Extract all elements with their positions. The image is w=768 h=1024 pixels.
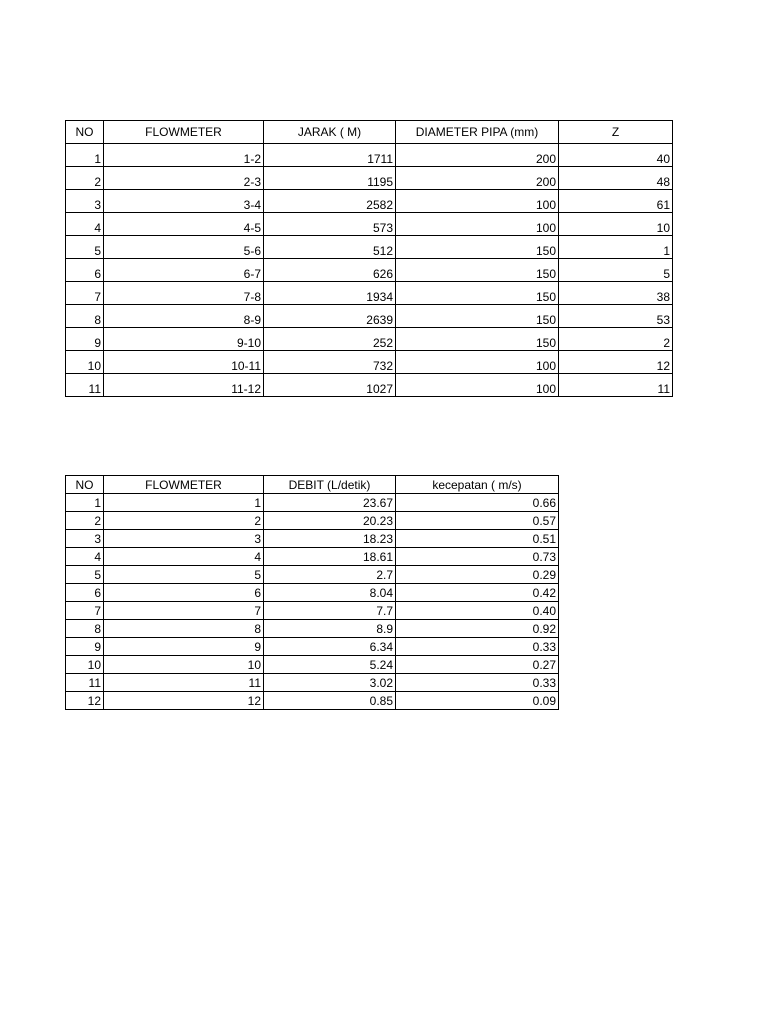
cell-z: 53 — [559, 305, 673, 328]
cell-debit: 20.23 — [264, 512, 396, 530]
table-row — [66, 548, 559, 566]
cell-no: 10 — [66, 351, 104, 374]
table-row — [66, 602, 559, 620]
cell-flowmeter: 4 — [104, 548, 264, 566]
header-z: Z — [559, 121, 673, 144]
table-row — [66, 259, 673, 282]
header-diameter-pipa: DIAMETER PIPA (mm) — [396, 121, 559, 144]
cell-no: 3 — [66, 530, 104, 548]
cell-jarak: 1195 — [264, 167, 396, 190]
cell-no: 11 — [66, 374, 104, 397]
pipe-distance-table — [65, 120, 673, 397]
header-flowmeter: FLOWMETER — [104, 476, 264, 494]
table-row — [66, 305, 673, 328]
cell-jarak: 1934 — [264, 282, 396, 305]
cell-debit: 2.7 — [264, 566, 396, 584]
cell-diameter: 150 — [396, 259, 559, 282]
cell-debit: 7.7 — [264, 602, 396, 620]
cell-debit: 8.9 — [264, 620, 396, 638]
cell-z: 2 — [559, 328, 673, 351]
header-row — [66, 476, 559, 494]
cell-flowmeter: 12 — [104, 692, 264, 710]
header-no: NO — [66, 476, 104, 494]
cell-flowmeter: 9-10 — [104, 328, 264, 351]
cell-flowmeter: 1-2 — [104, 144, 264, 167]
table-row — [66, 620, 559, 638]
cell-jarak: 2639 — [264, 305, 396, 328]
cell-jarak: 573 — [264, 213, 396, 236]
cell-diameter: 100 — [396, 351, 559, 374]
cell-no: 11 — [66, 674, 104, 692]
cell-kecepatan: 0.51 — [396, 530, 559, 548]
cell-jarak: 626 — [264, 259, 396, 282]
cell-kecepatan: 0.42 — [396, 584, 559, 602]
cell-flowmeter: 9 — [104, 638, 264, 656]
cell-jarak: 1711 — [264, 144, 396, 167]
cell-no: 5 — [66, 566, 104, 584]
cell-diameter: 200 — [396, 144, 559, 167]
cell-kecepatan: 0.33 — [396, 638, 559, 656]
cell-no: 3 — [66, 190, 104, 213]
table-row — [66, 282, 673, 305]
cell-z: 1 — [559, 236, 673, 259]
cell-z: 40 — [559, 144, 673, 167]
cell-diameter: 150 — [396, 236, 559, 259]
cell-debit: 18.61 — [264, 548, 396, 566]
cell-no: 5 — [66, 236, 104, 259]
cell-z: 38 — [559, 282, 673, 305]
cell-flowmeter: 10-11 — [104, 351, 264, 374]
cell-jarak: 1027 — [264, 374, 396, 397]
cell-z: 12 — [559, 351, 673, 374]
table-row — [66, 674, 559, 692]
cell-no: 8 — [66, 620, 104, 638]
table-row — [66, 512, 559, 530]
cell-flowmeter: 5-6 — [104, 236, 264, 259]
cell-no: 2 — [66, 512, 104, 530]
cell-flowmeter: 3 — [104, 530, 264, 548]
header-kecepatan: kecepatan ( m/s) — [396, 476, 559, 494]
cell-diameter: 150 — [396, 305, 559, 328]
cell-kecepatan: 0.29 — [396, 566, 559, 584]
cell-debit: 8.04 — [264, 584, 396, 602]
table-row — [66, 638, 559, 656]
cell-debit: 23.67 — [264, 494, 396, 512]
cell-kecepatan: 0.09 — [396, 692, 559, 710]
cell-kecepatan: 0.57 — [396, 512, 559, 530]
cell-no: 9 — [66, 638, 104, 656]
cell-debit: 6.34 — [264, 638, 396, 656]
table-row — [66, 144, 673, 167]
cell-flowmeter: 8 — [104, 620, 264, 638]
table-row — [66, 566, 559, 584]
cell-flowmeter: 8-9 — [104, 305, 264, 328]
header-row — [66, 121, 673, 144]
table-row — [66, 656, 559, 674]
cell-flowmeter: 3-4 — [104, 190, 264, 213]
cell-diameter: 150 — [396, 282, 559, 305]
table-row — [66, 374, 673, 397]
cell-z: 10 — [559, 213, 673, 236]
table-row — [66, 584, 559, 602]
cell-kecepatan: 0.27 — [396, 656, 559, 674]
cell-no: 1 — [66, 494, 104, 512]
cell-jarak: 512 — [264, 236, 396, 259]
cell-jarak: 732 — [264, 351, 396, 374]
cell-no: 8 — [66, 305, 104, 328]
cell-kecepatan: 0.66 — [396, 494, 559, 512]
cell-diameter: 200 — [396, 167, 559, 190]
table-row — [66, 351, 673, 374]
cell-no: 10 — [66, 656, 104, 674]
cell-no: 7 — [66, 602, 104, 620]
cell-jarak: 2582 — [264, 190, 396, 213]
header-debit: DEBIT (L/detik) — [264, 476, 396, 494]
cell-no: 12 — [66, 692, 104, 710]
cell-debit: 3.02 — [264, 674, 396, 692]
cell-debit: 5.24 — [264, 656, 396, 674]
cell-z: 11 — [559, 374, 673, 397]
cell-no: 9 — [66, 328, 104, 351]
cell-diameter: 100 — [396, 374, 559, 397]
cell-diameter: 100 — [396, 190, 559, 213]
cell-diameter: 100 — [396, 213, 559, 236]
cell-kecepatan: 0.40 — [396, 602, 559, 620]
header-jarak: JARAK ( M) — [264, 121, 396, 144]
cell-kecepatan: 0.92 — [396, 620, 559, 638]
cell-no: 6 — [66, 259, 104, 282]
cell-flowmeter: 2 — [104, 512, 264, 530]
cell-no: 1 — [66, 144, 104, 167]
cell-no: 4 — [66, 213, 104, 236]
cell-jarak: 252 — [264, 328, 396, 351]
cell-z: 48 — [559, 167, 673, 190]
table-row — [66, 167, 673, 190]
table-row — [66, 494, 559, 512]
cell-flowmeter: 7 — [104, 602, 264, 620]
cell-z: 5 — [559, 259, 673, 282]
table-row — [66, 530, 559, 548]
table-row — [66, 213, 673, 236]
cell-kecepatan: 0.33 — [396, 674, 559, 692]
table-row — [66, 236, 673, 259]
cell-flowmeter: 2-3 — [104, 167, 264, 190]
table-row — [66, 190, 673, 213]
cell-flowmeter: 6 — [104, 584, 264, 602]
cell-flowmeter: 5 — [104, 566, 264, 584]
cell-debit: 18.23 — [264, 530, 396, 548]
cell-diameter: 150 — [396, 328, 559, 351]
cell-flowmeter: 1 — [104, 494, 264, 512]
cell-flowmeter: 6-7 — [104, 259, 264, 282]
cell-debit: 0.85 — [264, 692, 396, 710]
cell-flowmeter: 11-12 — [104, 374, 264, 397]
header-no: NO — [66, 121, 104, 144]
flow-velocity-table — [65, 475, 559, 710]
cell-no: 7 — [66, 282, 104, 305]
table-row — [66, 328, 673, 351]
cell-flowmeter: 7-8 — [104, 282, 264, 305]
cell-no: 2 — [66, 167, 104, 190]
cell-flowmeter: 11 — [104, 674, 264, 692]
cell-flowmeter: 10 — [104, 656, 264, 674]
cell-flowmeter: 4-5 — [104, 213, 264, 236]
cell-no: 6 — [66, 584, 104, 602]
cell-kecepatan: 0.73 — [396, 548, 559, 566]
cell-no: 4 — [66, 548, 104, 566]
header-flowmeter: FLOWMETER — [104, 121, 264, 144]
table-row — [66, 692, 559, 710]
cell-z: 61 — [559, 190, 673, 213]
